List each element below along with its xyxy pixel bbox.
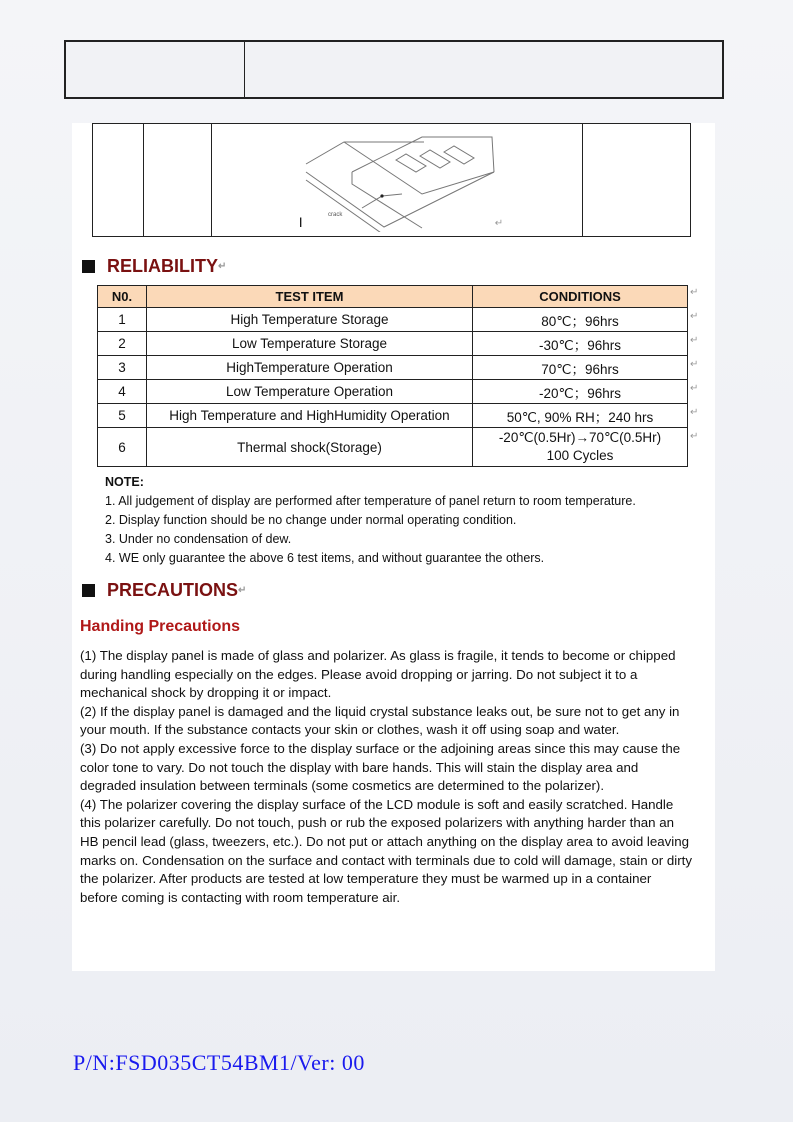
paragraph-mark: ↵ bbox=[238, 585, 247, 596]
row-test-item: High Temperature Storage bbox=[147, 308, 473, 332]
row-condition: -20℃；96hrs bbox=[473, 380, 688, 404]
part-number-footer: P/N:FSD035CT54BM1/Ver: 00 bbox=[73, 1050, 365, 1075]
table-row bbox=[98, 308, 688, 332]
row-test-item: High Temperature and HighHumidity Operation bbox=[147, 404, 473, 428]
row-no: 6 bbox=[98, 428, 147, 467]
notes-block bbox=[105, 473, 636, 568]
row-condition: -30℃；96hrs bbox=[473, 332, 688, 356]
row-test-item: Thermal shock(Storage) bbox=[147, 428, 473, 467]
column-header-conditions: CONDITIONS bbox=[473, 286, 688, 308]
fragment-cell-remark bbox=[583, 124, 691, 237]
fragment-cell-item bbox=[143, 124, 211, 237]
table-row bbox=[98, 380, 688, 404]
row-test-item: Low Temperature Operation bbox=[147, 380, 473, 404]
table-row bbox=[98, 428, 688, 467]
handing-precautions-subtitle bbox=[80, 618, 240, 636]
row-no: 1 bbox=[98, 308, 147, 332]
reliability-heading bbox=[82, 256, 226, 277]
fragment-cell-no bbox=[93, 124, 144, 237]
paragraph-mark: ↵ bbox=[690, 431, 699, 442]
square-bullet-icon bbox=[82, 260, 95, 273]
subtitle-text: Handing Precautions bbox=[80, 618, 241, 635]
column-header-test-item: TEST ITEM bbox=[147, 286, 473, 308]
row-test-item: HighTemperature Operation bbox=[147, 356, 473, 380]
table-row bbox=[98, 356, 688, 380]
header-divider bbox=[244, 42, 245, 97]
precautions-heading bbox=[82, 580, 246, 601]
row-condition-line1: -20℃(0.5Hr)→70℃(0.5Hr) bbox=[498, 430, 662, 445]
paragraph-mark: ↵ bbox=[690, 383, 699, 394]
paragraph-mark: ↵ bbox=[690, 335, 699, 346]
row-condition: 80℃；96hrs bbox=[473, 308, 688, 332]
previous-table-fragment bbox=[92, 123, 691, 237]
precaution-paragraph: (2) If the display panel is damaged and the liquid crystal substance leaks out, be sure not to get any in your mouth. If the substance contacts your skin or clothes, wash it off using soap and water. bbox=[80, 703, 680, 738]
row-condition-multiline bbox=[473, 428, 688, 467]
header-box bbox=[64, 40, 724, 99]
row-condition-line2: 100 Cycles bbox=[546, 448, 614, 463]
row-no: 2 bbox=[98, 332, 147, 356]
document-page bbox=[72, 123, 715, 971]
paragraph-mark: ↵ bbox=[690, 311, 699, 322]
note-item: 2. Display function should be no change under normal operating condition. bbox=[105, 513, 517, 527]
precautions-title: PRECAUTIONS bbox=[107, 580, 239, 600]
row-no: 4 bbox=[98, 380, 147, 404]
precautions-body bbox=[80, 647, 692, 907]
paragraph-mark: ↵ bbox=[218, 261, 227, 272]
reliability-table bbox=[97, 285, 688, 467]
reliability-title: RELIABILITY bbox=[107, 256, 218, 276]
paragraph-mark: ↵ bbox=[690, 359, 699, 370]
table-row bbox=[98, 404, 688, 428]
row-test-item: Low Temperature Storage bbox=[147, 332, 473, 356]
paragraph-mark: ↵ bbox=[690, 287, 699, 298]
row-condition: 50℃, 90% RH；240 hrs bbox=[473, 404, 688, 428]
table-header-row bbox=[98, 286, 688, 308]
paragraph-mark: ↵ bbox=[690, 407, 699, 418]
crack-illustration bbox=[304, 132, 504, 232]
row-no: 5 bbox=[98, 404, 147, 428]
precaution-paragraph: (4) The polarizer covering the display surface of the LCD module is soft and easily scratched. Handle this polarizer carefully. Do not touch, push or rub the exposed polarizers with anything harder than an HB pencil lead (glass, tweezers, etc.). Do not put or attach anything on the display area to avoid leaving marks on. Condensation on the surface and contact with terminals due to cold will damage, stain or dirty the polarizer. After products are tested at low temperature they must be warmed up in a container before coming is contacting with room temperature air. bbox=[80, 796, 692, 905]
table-row bbox=[98, 332, 688, 356]
paragraph-mark: ↵ bbox=[494, 218, 504, 229]
text-cursor: I bbox=[298, 214, 303, 230]
square-bullet-icon bbox=[82, 584, 95, 597]
row-no: 3 bbox=[98, 356, 147, 380]
crack-label: crack bbox=[327, 212, 343, 218]
precaution-paragraph: (1) The display panel is made of glass and polarizer. As glass is fragile, it tends to become or chipped during handling especially on the edges. Please avoid dropping or jarring. Do not subject it to a mechanical shock by dropping it or impact. bbox=[80, 648, 676, 701]
note-item: 3. Under no condensation of dew. bbox=[105, 532, 292, 546]
row-condition: 70℃；96hrs bbox=[473, 356, 688, 380]
fragment-cell-figure bbox=[211, 124, 582, 237]
notes-title: NOTE: bbox=[105, 475, 144, 489]
note-item: 4. WE only guarantee the above 6 test items, and without guarantee the others. bbox=[105, 551, 545, 565]
note-item: 1. All judgement of display are performed after temperature of panel return to room temperature. bbox=[105, 494, 636, 508]
precaution-paragraph: (3) Do not apply excessive force to the display surface or the adjoining areas since this may cause the color tone to vary. Do not touch the display with bare hands. This will stain the display area and degraded insulation between terminals (some cosmetics are determined to the polarizer). bbox=[80, 740, 681, 794]
column-header-no: N0. bbox=[98, 286, 147, 308]
